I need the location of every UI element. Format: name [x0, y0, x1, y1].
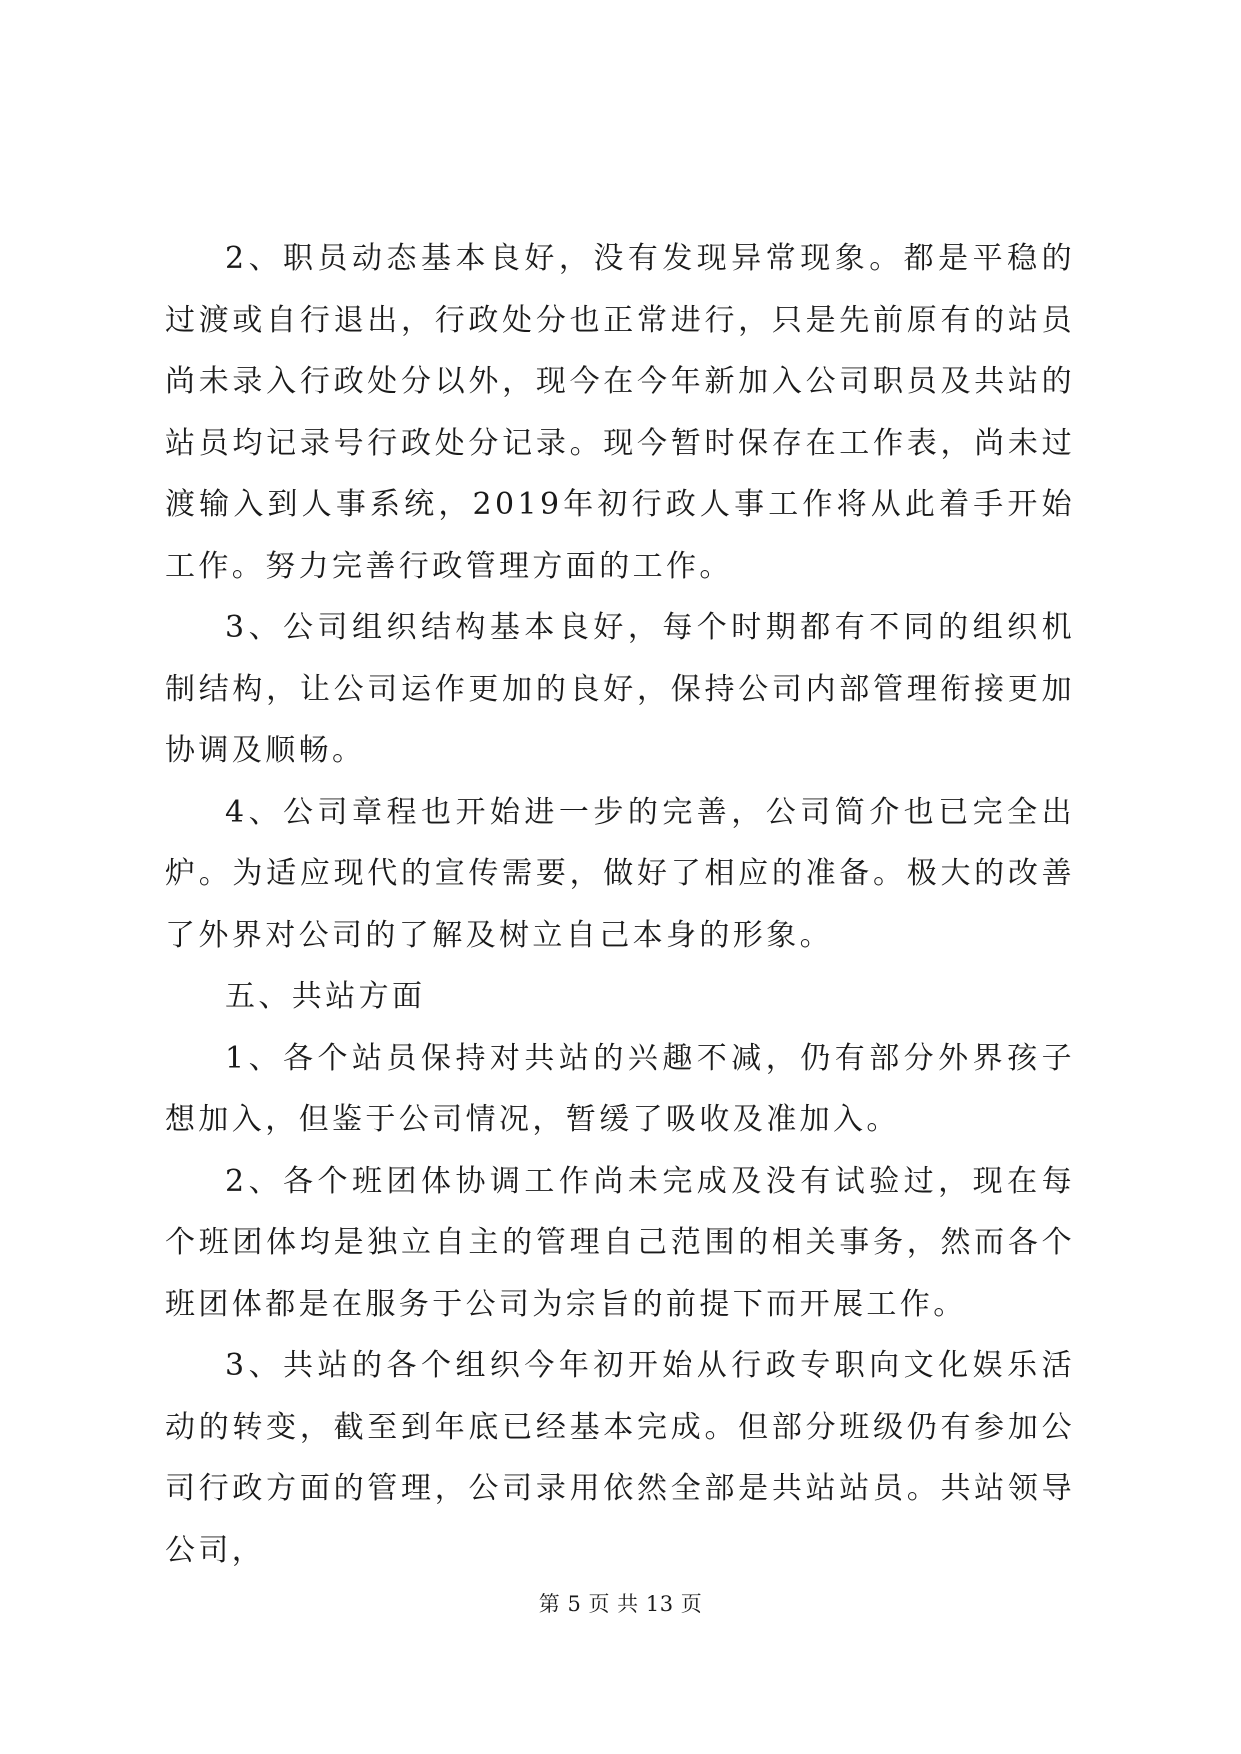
paragraph-station-transition: 3、共站的各个组织今年初开始从行政专职向文化娱乐活动的转变，截至到年底已经基本完成。但部分班级仍有参加公司行政方面的管理，公司录用依然全部是共站站员。共站领导公司，	[165, 1348, 1075, 1568]
paragraph-company-charter: 4、公司章程也开始进一步的完善，公司简介也已完全出炉。为适应现代的宣传需要，做好了相应的准备。极大的改善了外界对公司的了解及树立自己本身的形象。	[165, 794, 1075, 953]
paragraph-station-interest: 1、各个站员保持对共站的兴趣不减，仍有部分外界孩子想加入，但鉴于公司情况，暂缓了吸收及准加入。	[165, 1040, 1075, 1137]
page-footer: 第 5 页 共 13 页	[538, 1592, 703, 1616]
document-body	[165, 228, 1075, 1581]
section-heading-station: 五、共站方面	[225, 979, 426, 1014]
paragraph-org-structure: 3、公司组织结构基本良好，每个时期都有不同的组织机制结构，让公司运作更加的良好，保持公司内部管理衔接更加协调及顺畅。	[165, 610, 1075, 768]
paragraph-staff-status: 2、职员动态基本良好，没有发现异常现象。都是平稳的过渡或自行退出，行政处分也正常进行，只是先前原有的站员尚未录入行政处分以外，现今在今年新加入公司职员及共站的站员均记录号行政处分记录。现今暂时保存在工作表，尚未过渡输入到人事系统，2019年初行政人事工作将从此着手开始工作。努力完善行政管理方面的工作。	[165, 241, 1075, 584]
paragraph-group-coordination: 2、各个班团体协调工作尚未完成及没有试验过，现在每个班团体均是独立自主的管理自己范围的相关事务，然而各个班团体都是在服务于公司为宗旨的前提下而开展工作。	[165, 1163, 1075, 1322]
